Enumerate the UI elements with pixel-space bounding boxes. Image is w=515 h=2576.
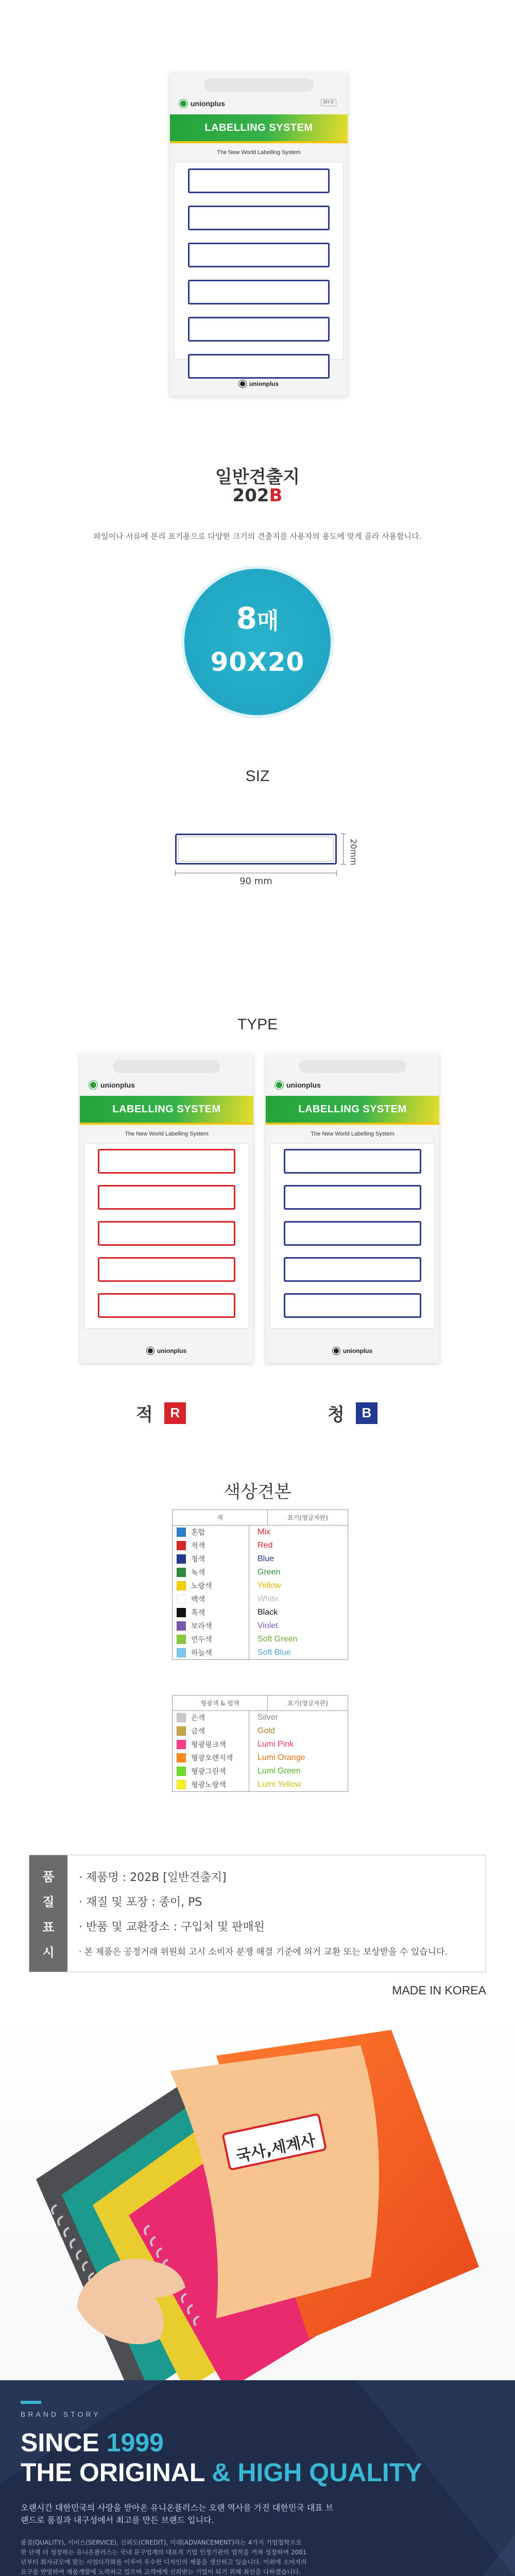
color-korean-name (173, 1539, 249, 1552)
color-korean-name (173, 1724, 249, 1738)
color-swatch (177, 1753, 186, 1762)
color-korean-text: 형광그린색 (191, 1768, 226, 1776)
product-package-red (80, 1054, 253, 1363)
color-english-name: Gold (258, 1726, 275, 1735)
badge-count-number: 8 (236, 601, 257, 636)
label-sheet (174, 162, 344, 360)
color-english-name: Green (258, 1568, 281, 1577)
color-english-name: Lumi Green (258, 1767, 301, 1775)
badge-count-unit: 매 (256, 608, 279, 634)
color-table-rows (173, 1711, 348, 1791)
color-row (173, 1526, 348, 1539)
package-brand: unionplus (286, 1081, 321, 1089)
color-row (173, 1619, 348, 1633)
type-caption-red (136, 1400, 186, 1426)
label-sample (188, 168, 330, 193)
color-korean-name (173, 1778, 249, 1791)
unionplus-logo-icon (275, 1081, 283, 1089)
color-row (173, 1724, 348, 1738)
package-band (170, 114, 348, 141)
badge-size: 90X20 (210, 647, 305, 677)
quantity-size-badge (184, 569, 331, 715)
unionplus-logo-icon (179, 99, 187, 108)
color-korean-text: 적색 (191, 1542, 205, 1550)
info-item: · 반품 및 교환장소 : 구입처 및 판매원 (79, 1921, 265, 1934)
color-table-basic (172, 1510, 348, 1660)
package-brandbar (80, 1076, 253, 1094)
package-yellow-line (266, 1123, 439, 1125)
color-row (173, 1751, 348, 1765)
color-table-col-color: 형광색 & 펄색 (173, 1696, 268, 1710)
color-korean-text: 은색 (191, 1714, 205, 1722)
color-korean-text: 형광노랑색 (191, 1781, 226, 1789)
label-sample-blue (284, 1293, 421, 1318)
color-row (173, 1606, 348, 1619)
color-row (173, 1566, 348, 1579)
color-swatch (177, 1554, 186, 1564)
notebooks-illustration (0, 2009, 515, 2401)
quality-side-char: 질 (42, 1895, 55, 1909)
color-row (173, 1646, 348, 1659)
label-handwriting: 국사,세계사 (234, 2131, 317, 2166)
package-band (80, 1096, 253, 1123)
size-diagram-label (175, 834, 337, 865)
color-table-rows (173, 1526, 348, 1659)
color-row (173, 1778, 348, 1791)
brand-since (21, 2428, 164, 2458)
label-sample (188, 280, 330, 304)
brand-since-word: SINCE (21, 2428, 99, 2457)
product-code-prefix: 202 (232, 485, 269, 506)
package-footer-brand: unionplus (342, 1347, 373, 1354)
color-english-name: White (258, 1595, 279, 1603)
color-english-name: Soft Blue (258, 1648, 291, 1657)
brand-story-label: BRAND STORY (21, 2410, 101, 2418)
type-blue-badge: B (356, 1402, 377, 1424)
package-footer-logo (80, 1347, 253, 1354)
color-section-title: 색상견본 (224, 1482, 291, 1502)
package-band-title: LABELLING SYSTEM (204, 122, 313, 133)
label-sheet-red (84, 1143, 249, 1329)
color-korean-name (173, 1552, 249, 1566)
color-korean-text: 연두색 (191, 1636, 212, 1644)
color-english-name: Lumi Orange (258, 1753, 305, 1762)
color-korean-name (173, 1765, 249, 1778)
height-dimension-text: 20mm (349, 839, 358, 866)
color-korean-name (173, 1579, 249, 1592)
color-korean-name (173, 1751, 249, 1765)
label-sheet-blue (270, 1143, 435, 1329)
brand-original (21, 2458, 422, 2487)
label-sample (188, 206, 330, 230)
color-korean-text: 노랑색 (191, 1582, 212, 1590)
color-row (173, 1539, 348, 1552)
color-row (173, 1579, 348, 1592)
color-table-col-label: 표기(영글자판) (287, 1514, 328, 1521)
label-sample (188, 317, 330, 342)
width-dimension-text: 90 mm (239, 876, 272, 887)
type-blue-label: 청 (328, 1404, 345, 1425)
color-table-header (173, 1696, 348, 1711)
color-korean-name (173, 1606, 249, 1619)
color-swatch (177, 1648, 186, 1657)
color-korean-name (173, 1646, 249, 1659)
color-english-name: Blue (258, 1554, 274, 1563)
package-footer-brand: unionplus (157, 1347, 187, 1354)
color-english-name: Violet (258, 1621, 278, 1630)
color-swatch (177, 1541, 186, 1550)
quality-info-box (29, 1855, 486, 1972)
color-row (173, 1552, 348, 1566)
color-korean-text: 혼합 (191, 1529, 205, 1537)
label-sample (188, 354, 330, 379)
color-korean-name (173, 1633, 249, 1646)
color-table-col-label: 표기(영글자판) (287, 1700, 328, 1707)
quality-side-char: 시 (42, 1945, 55, 1960)
color-korean-text: 청색 (191, 1555, 205, 1564)
unionplus-logo-icon (147, 1347, 154, 1354)
product-code (0, 485, 515, 506)
product-usage-photo (0, 2009, 515, 2401)
quality-side-char: 품 (42, 1870, 55, 1884)
color-row (173, 1765, 348, 1778)
hang-hole (113, 1060, 220, 1073)
product-package-blue (266, 1054, 439, 1363)
color-row (173, 1711, 348, 1724)
quality-info-list (79, 1866, 475, 1964)
color-table-lumi (172, 1695, 348, 1792)
color-korean-name (173, 1592, 249, 1606)
package-subtitle: The New World Labelling System (125, 1131, 209, 1137)
color-korean-text: 보라색 (191, 1622, 212, 1631)
unionplus-logo-icon (333, 1347, 340, 1354)
package-subtitle: The New World Labelling System (217, 149, 301, 156)
brand-paragraph-2: 품질(QUALITY), 서비스(SERVICE), 신뢰도(CREDIT), 미래(ADVANCEMENT)라는 4가지 기업철학으로 한 단계 더 성장하는 유니온플러스는 국내 문구업계의 대표적 기업 인정기관의 업적을 거쳐 성장하며 2001년부터 회사규모에 맞는 사업다각화를 이루어 우수한 디자인의 제품을 생산하고 있습니다. 이외에 소비자의 요구를 반영하여 제품개발에 노력하고 있으며 고객에게 신뢰받는 기업이 되기 위해 최선을 다하겠습니다. (21, 2539, 307, 2575)
brand-original-b: & HIGH QUALITY (212, 2458, 422, 2487)
brand-story-rule (21, 2401, 41, 2404)
package-subtitle: The New World Labelling System (311, 1131, 394, 1137)
color-korean-name (173, 1566, 249, 1579)
color-swatch (177, 1581, 186, 1590)
label-sample-red (98, 1185, 235, 1210)
color-korean-name (173, 1738, 249, 1751)
color-korean-text: 형광오렌지색 (191, 1754, 233, 1762)
color-korean-name (173, 1526, 249, 1539)
package-footer-logo (170, 380, 348, 387)
color-korean-text: 하늘색 (191, 1649, 212, 1657)
color-swatch (177, 1713, 186, 1722)
label-sample-red (98, 1257, 235, 1282)
package-footer-brand: unionplus (249, 380, 279, 387)
type-red-badge: R (164, 1402, 186, 1424)
color-swatch (177, 1726, 186, 1736)
label-sample-red (98, 1293, 235, 1318)
quality-side-char: 표 (42, 1920, 55, 1935)
color-korean-text: 형광핑크색 (191, 1741, 226, 1749)
color-swatch (177, 1767, 186, 1776)
color-korean-text: 흑색 (191, 1609, 205, 1617)
label-sample (188, 243, 330, 267)
product-description: 파일이나 서류에 분리 표기용으로 다양한 크기의 견출지를 사용자의 용도에 맞게 골라 사용합니다. (93, 532, 422, 541)
label-sample-blue (284, 1185, 421, 1210)
package-brand: unionplus (100, 1081, 135, 1089)
color-english-name: Red (258, 1541, 273, 1550)
color-row (173, 1738, 348, 1751)
color-korean-text: 금색 (191, 1727, 205, 1736)
product-name: 일반견출지 (215, 467, 300, 487)
product-code-suffix: B (269, 485, 283, 506)
unionplus-logo-icon (89, 1081, 97, 1089)
label-sample-blue (284, 1149, 421, 1174)
package-band-title: LABELLING SYSTEM (298, 1103, 407, 1115)
size-section-title: SIZ (245, 768, 270, 785)
info-item: · 본 제품은 공정거래 위원회 고시 소비자 분쟁 해결 기준에 의거 교환 또는 보상받을 수 있습니다. (79, 1947, 448, 1957)
package-brandbar (266, 1076, 439, 1094)
color-korean-text: 백색 (191, 1596, 205, 1604)
product-package-main (170, 72, 348, 396)
color-korean-name (173, 1711, 249, 1724)
color-english-name: Lumi Pink (258, 1740, 294, 1749)
package-brand: unionplus (191, 99, 225, 108)
color-english-name: Mix (258, 1528, 270, 1536)
package-band (266, 1096, 439, 1123)
hang-hole (299, 1060, 406, 1073)
type-caption-blue (328, 1400, 377, 1426)
color-korean-text: 녹색 (191, 1569, 205, 1577)
package-footer-logo (266, 1347, 439, 1354)
color-english-name: Yellow (258, 1581, 281, 1590)
color-swatch (177, 1780, 186, 1789)
color-english-name: Soft Green (258, 1635, 298, 1643)
unionplus-logo-icon (239, 380, 246, 387)
color-row (173, 1592, 348, 1606)
color-swatch (177, 1568, 186, 1577)
color-swatch (177, 1740, 186, 1749)
color-korean-name (173, 1619, 249, 1633)
color-english-name: Lumi Yellow (258, 1780, 301, 1789)
hang-hole (204, 78, 314, 92)
label-sample-red (98, 1149, 235, 1174)
info-item: · 제품명 : 202B [일반견출지] (79, 1871, 227, 1884)
color-row (173, 1633, 348, 1646)
color-swatch (177, 1608, 186, 1617)
brand-paragraph-1: 오랜시간 대한민국의 사랑을 받아온 유니온플러스는 오랜 역사를 가진 대한민국 대표 브랜드로 품질과 내구성에서 최고를 만든 브랜드 입니다. (21, 2503, 334, 2525)
color-swatch (177, 1595, 186, 1604)
badge-count (184, 601, 331, 636)
brand-since-year: 1999 (106, 2428, 164, 2457)
color-english-name: Black (258, 1608, 278, 1617)
brand-story-section (0, 2380, 515, 2576)
height-dimension-line (343, 834, 344, 865)
package-code: NY-9 (321, 99, 336, 106)
package-band-title: LABELLING SYSTEM (112, 1103, 221, 1115)
label-sample-blue (284, 1257, 421, 1282)
color-swatch (177, 1528, 186, 1537)
color-table-header (173, 1510, 348, 1526)
label-sample-blue (284, 1221, 421, 1246)
package-yellow-line (80, 1123, 253, 1125)
color-swatch (177, 1635, 186, 1644)
quality-info-side (29, 1855, 67, 1972)
color-table-col-color: 색 (173, 1510, 268, 1525)
label-sample-red (98, 1221, 235, 1246)
type-red-label: 적 (136, 1404, 153, 1425)
brand-original-a: THE ORIGINAL (21, 2458, 205, 2487)
color-swatch (177, 1621, 186, 1631)
package-yellow-line (170, 141, 348, 143)
type-section-title: TYPE (237, 1016, 278, 1033)
color-english-name: Silver (258, 1713, 279, 1722)
info-item: · 재질 및 포장 : 종이, PS (79, 1896, 202, 1909)
made-in-label: MADE IN KOREA (392, 1984, 486, 1997)
